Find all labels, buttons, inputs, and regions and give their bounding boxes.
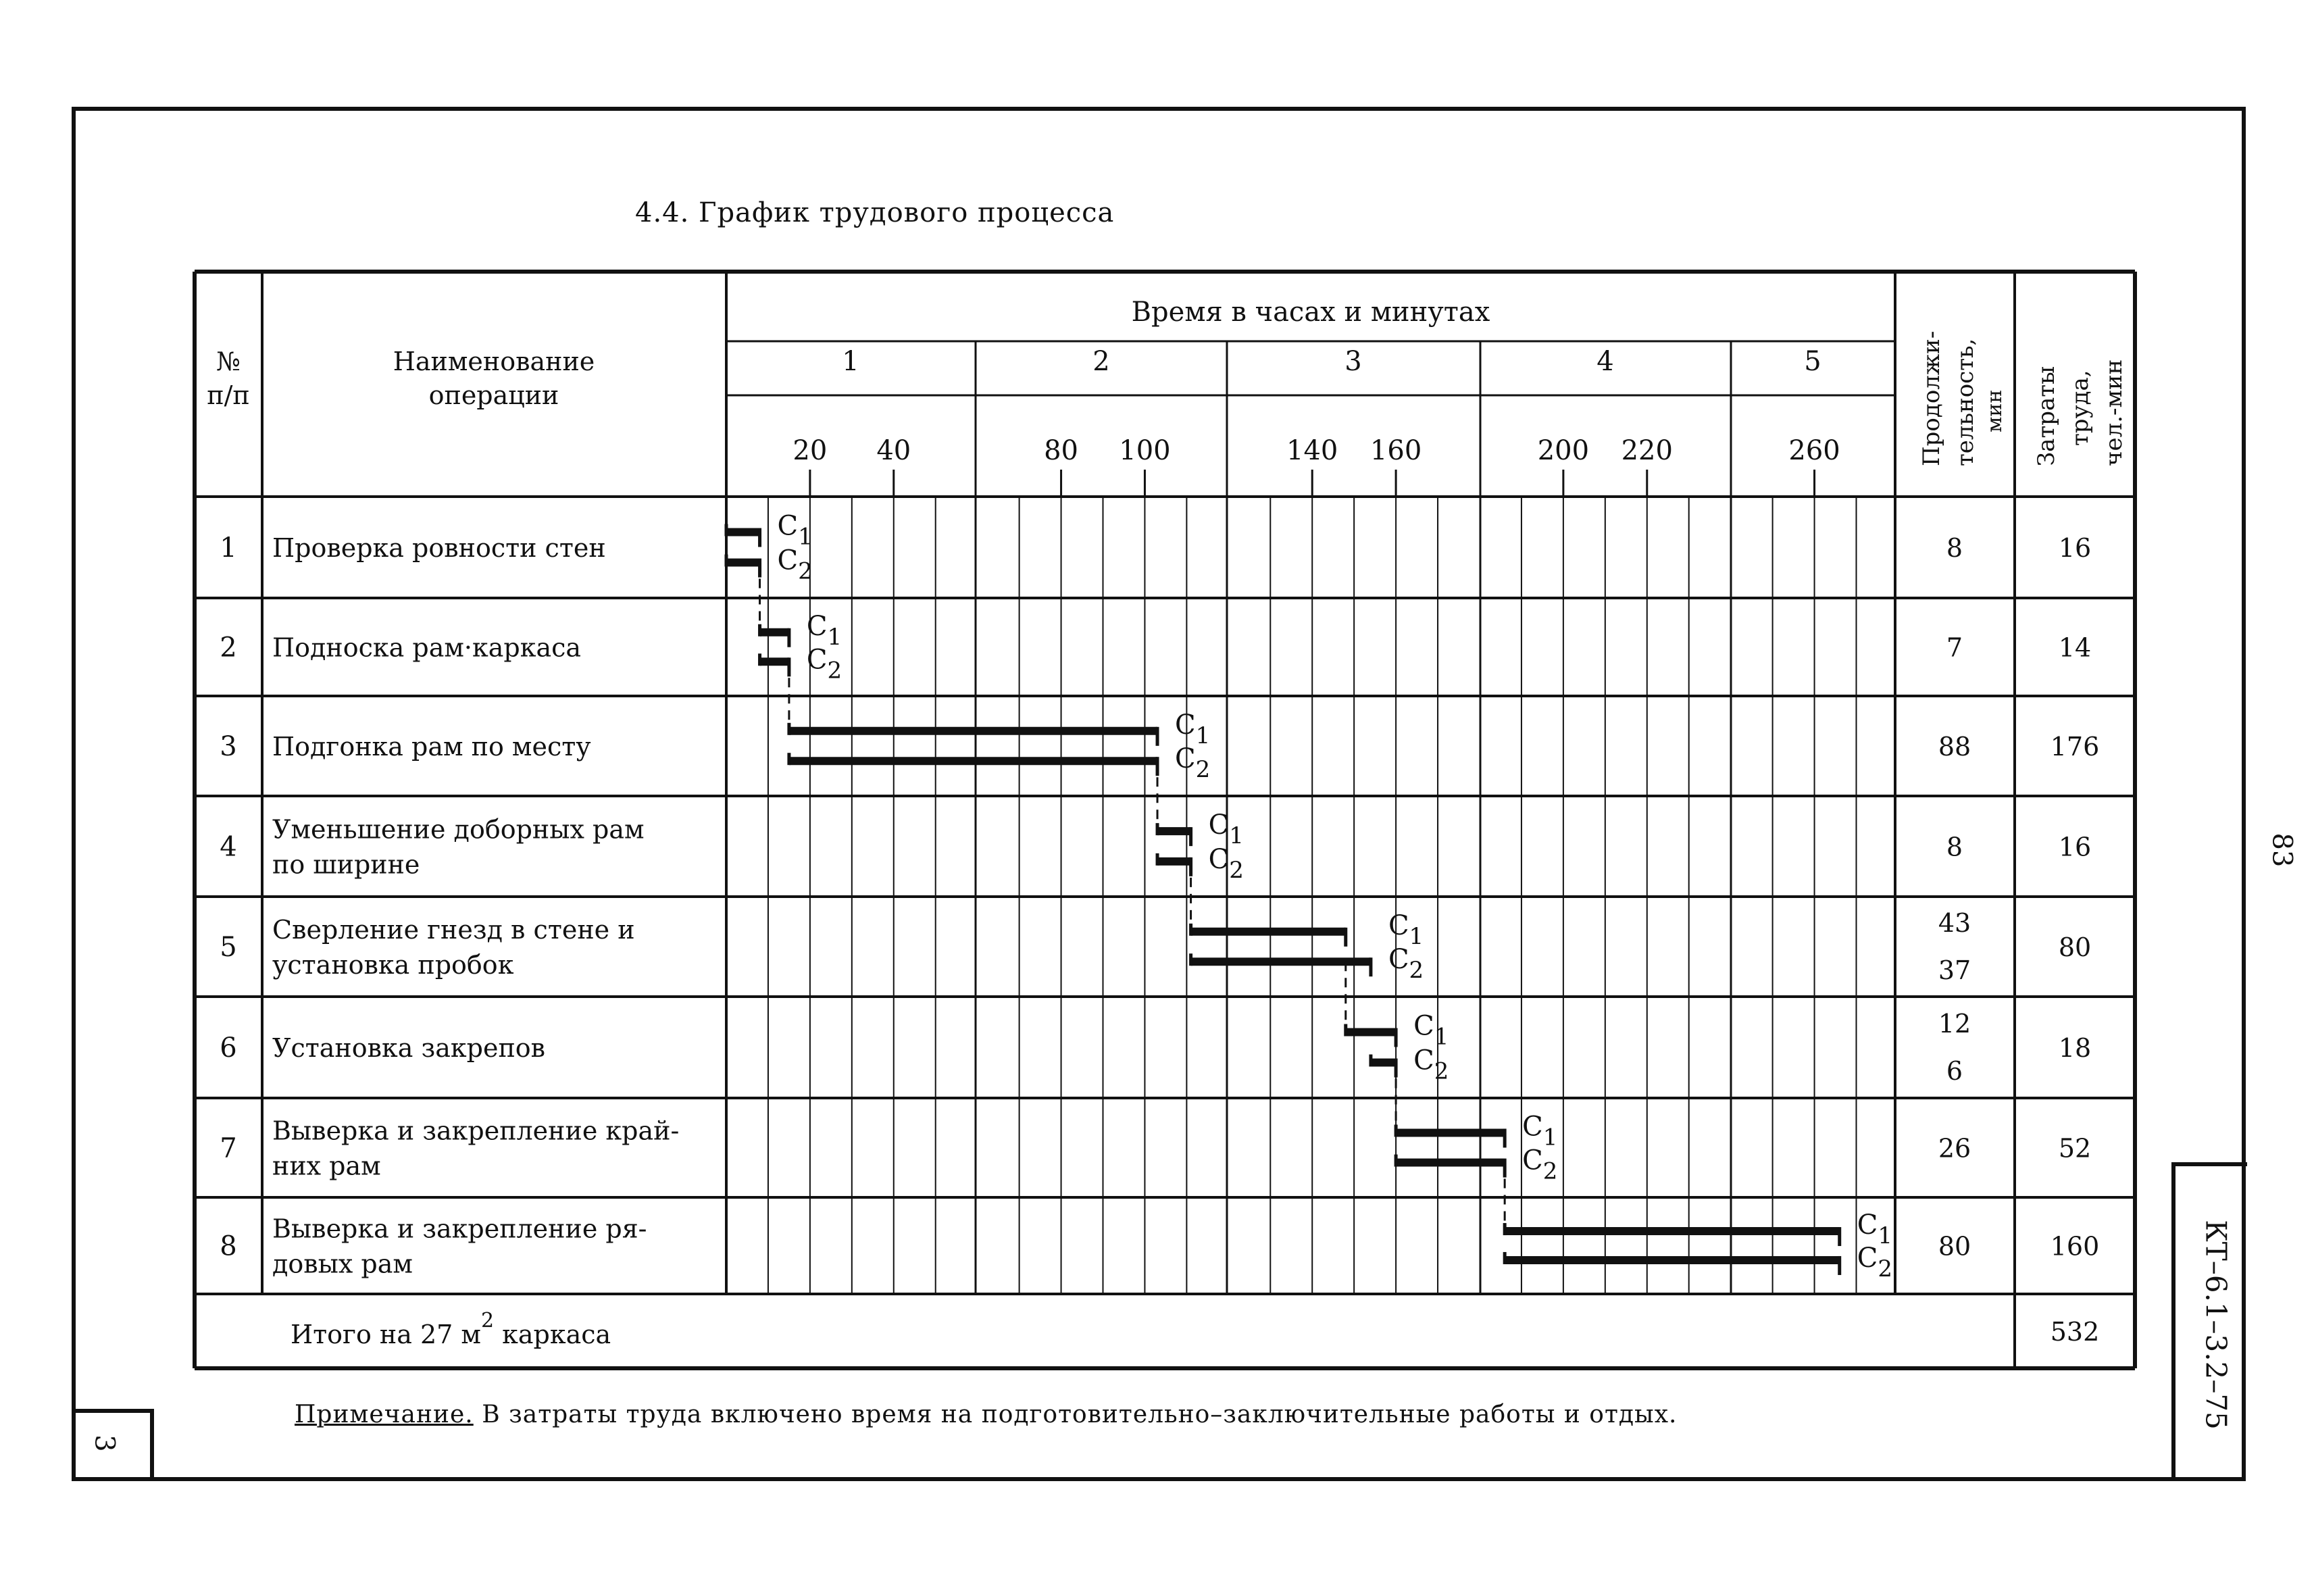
row-num-3: 3	[220, 731, 237, 762]
worker-label-c1-row-5-sub: 1	[1409, 922, 1424, 950]
row-duration-8: 80	[1938, 1231, 1971, 1262]
header-num: №	[216, 347, 241, 376]
hour-label-4: 4	[1596, 346, 1614, 377]
row-labor-1: 16	[2058, 533, 2092, 563]
worker-label-c1-row-8: $С_1$	[1857, 1210, 1892, 1250]
worker-label-c2-row-3-sub: 2	[1195, 756, 1211, 784]
worker-label-c1-row-7-sub: 1	[1542, 1124, 1558, 1151]
worker-label-c2-row-2: $С_2$	[806, 644, 842, 684]
worker-label-c1-row-8-sub: 1	[1878, 1222, 1892, 1250]
worker-label-c2-row-8: $С_2$	[1857, 1242, 1892, 1282]
doc-code: КТ–6.1–3.2–75	[2199, 1220, 2233, 1430]
row-name-6: Установка закрепов	[272, 1033, 546, 1063]
header-duration-3: мин	[1983, 389, 2007, 432]
total-label: Итого на 27 $м^2$ каркаса	[291, 1309, 611, 1349]
row-name-2: Подноска рам·каркаса	[272, 632, 582, 663]
total-value: 532	[2050, 1317, 2100, 1347]
worker-label-c1-row-1-sub: 1	[798, 523, 813, 551]
row-name-7: Выверка и закрепление край-	[272, 1116, 680, 1146]
worker-label-c1-row-2-sub: 1	[827, 623, 842, 651]
footnote-label: Примечание.	[295, 1401, 474, 1428]
sheet-number: 83	[2266, 832, 2298, 868]
worker-label-c1-row-1: $С_1$	[777, 510, 813, 551]
row-num-2: 2	[220, 632, 237, 664]
row-duration-1: 8	[1946, 533, 1963, 563]
header-name: Наименование	[393, 347, 595, 376]
worker-label-c2-row-7: $С_2$	[1522, 1145, 1558, 1185]
minute-tick-160: 160	[1369, 435, 1422, 466]
minute-tick-220: 220	[1621, 435, 1673, 466]
row-duration-3: 88	[1938, 732, 1971, 762]
header-name-sub: операции	[428, 380, 559, 410]
header-labor-2: труда,	[2067, 370, 2094, 446]
hour-label-2: 2	[1092, 346, 1110, 377]
worker-label-c2-row-8-sub: 2	[1878, 1255, 1892, 1282]
row-name2-8: довых рам	[272, 1249, 413, 1279]
row-labor-7: 52	[2058, 1133, 2092, 1164]
worker-label-c2-row-1-sub: 2	[798, 557, 813, 585]
minute-tick-20: 20	[793, 435, 828, 466]
footnote-text: В затраты труда включено время на подготовительно–заключительные работы и отдых.	[473, 1401, 1678, 1428]
row-labor-6: 18	[2058, 1033, 2092, 1063]
header-time-title: Время в часах и минутах	[1131, 297, 1490, 328]
row-name2-5: установка пробок	[272, 950, 514, 980]
row-duration-6: 12	[1938, 1009, 1971, 1039]
header-num-sub: п/п	[207, 380, 250, 410]
minute-tick-100: 100	[1119, 435, 1171, 466]
row-labor-2: 14	[2058, 632, 2092, 663]
total-label-sup: 2	[480, 1309, 495, 1332]
worker-label-c1-row-7: $С_1$	[1522, 1111, 1558, 1151]
minute-tick-140: 140	[1286, 435, 1338, 466]
row-name-4: Уменьшение доборных рам	[272, 814, 645, 845]
worker-label-c2-row-5-sub: 2	[1409, 957, 1424, 984]
row-labor-3: 176	[2050, 732, 2100, 762]
total-label-end: каркаса	[494, 1320, 611, 1349]
worker-label-c1-row-4-sub: 1	[1229, 822, 1244, 850]
worker-label-c1-row-2: $С_1$	[806, 610, 842, 651]
worker-label-c1-row-3-sub: 1	[1195, 722, 1211, 749]
row-duration-5: 43	[1938, 908, 1971, 938]
page-number-box	[72, 1409, 154, 1480]
worker-label-c2-row-1: $С_2$	[777, 545, 813, 585]
row-num-8: 8	[220, 1230, 237, 1262]
row-num-6: 6	[220, 1032, 237, 1064]
worker-label-c2-row-5: $С_2$	[1388, 944, 1424, 984]
worker-label-c2-row-3: $С_2$	[1175, 743, 1211, 784]
row-name-3: Подгонка рам по месту	[272, 732, 591, 762]
worker-label-c2-row-6-sub: 2	[1434, 1057, 1449, 1085]
worker-label-c2-row-6: $С_2$	[1413, 1045, 1449, 1085]
page-title: 4.4. График трудового процесса	[635, 197, 1115, 228]
row-name-5: Сверление гнезд в стене и	[272, 915, 635, 945]
header-duration: Продолжи-	[1918, 330, 1945, 466]
row-duration2-6: 6	[1946, 1056, 1963, 1086]
worker-label-c1-row-6-sub: 1	[1434, 1023, 1449, 1051]
worker-label-c1-row-6: $С_1$	[1413, 1010, 1449, 1051]
hour-label-3: 3	[1344, 346, 1362, 377]
row-duration-2: 7	[1946, 632, 1963, 663]
minute-tick-80: 80	[1044, 435, 1079, 466]
row-labor-8: 160	[2050, 1231, 2100, 1262]
row-duration-7: 26	[1938, 1133, 1971, 1164]
row-num-5: 5	[220, 932, 237, 963]
header-duration-2: тельность,	[1952, 338, 1979, 466]
table-texts	[207, 297, 2128, 1349]
row-duration2-5: 37	[1938, 955, 1971, 985]
row-name-8: Выверка и закрепление ря-	[272, 1214, 647, 1244]
minute-tick-40: 40	[876, 435, 911, 466]
row-name2-7: них рам	[272, 1151, 381, 1181]
hour-label-5: 5	[1804, 346, 1821, 377]
worker-label-c2-row-7-sub: 2	[1542, 1157, 1558, 1185]
row-labor-5: 80	[2058, 932, 2092, 962]
row-num-1: 1	[220, 532, 237, 564]
footnote	[295, 1401, 1677, 1428]
row-num-7: 7	[220, 1132, 237, 1164]
doc-code-box	[2171, 1162, 2247, 1481]
worker-label-c1-row-5: $С_1$	[1388, 909, 1424, 950]
minute-tick-260: 260	[1788, 435, 1840, 466]
header-labor-3: чел.-мин	[2101, 359, 2128, 466]
page-number: 3	[89, 1435, 120, 1452]
worker-label-c2-row-4: $С_2$	[1208, 843, 1244, 884]
row-num-4: 4	[220, 831, 237, 863]
hour-label-1: 1	[842, 346, 859, 377]
worker-label-c1-row-4: $С_1$	[1208, 809, 1244, 850]
header-labor: Затраты	[2033, 366, 2060, 466]
worker-label-c1-row-3: $С_1$	[1175, 709, 1211, 749]
row-name-1: Проверка ровности стен	[272, 533, 606, 563]
row-name2-4: по ширине	[272, 849, 420, 880]
worker-label-c2-row-4-sub: 2	[1229, 856, 1244, 884]
row-duration-4: 8	[1946, 832, 1963, 862]
row-labor-4: 16	[2058, 832, 2092, 862]
minute-tick-200: 200	[1537, 435, 1590, 466]
worker-label-c2-row-2-sub: 2	[827, 657, 842, 684]
